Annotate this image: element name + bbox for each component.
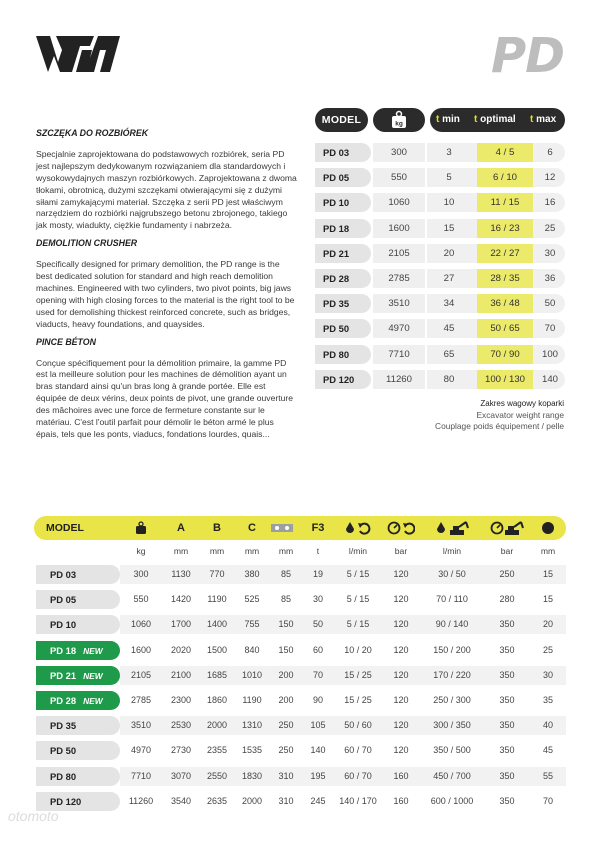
coupling-plate-icon — [270, 521, 294, 535]
spec-cell: 40 — [542, 720, 553, 731]
model-cell — [36, 767, 120, 786]
topt-cell: 4 / 5 — [477, 143, 533, 162]
spec-cell: 150 / 200 — [433, 644, 471, 655]
specifications-table — [34, 516, 566, 814]
dimension-c-header: C — [248, 522, 256, 534]
optimal-header: optimal — [480, 114, 516, 125]
unit-cell: mm — [173, 546, 189, 556]
spec-cell: 15 — [542, 594, 553, 605]
spec-cell: 1010 — [241, 669, 263, 680]
weight-cell: 2785 — [373, 269, 425, 288]
model-cell: PD 120 — [315, 370, 371, 389]
weight-cell: 1600 — [373, 219, 425, 238]
spec-cell: 60 / 70 — [344, 745, 372, 756]
t-label-max: t — [530, 114, 534, 125]
spec-cell: 25 — [542, 644, 553, 655]
table-row — [34, 688, 566, 713]
spec-cell: 85 — [280, 569, 291, 579]
spec-cell: 350 — [499, 745, 515, 756]
model-cell — [36, 641, 120, 660]
weight-icon — [134, 521, 148, 535]
table-row — [34, 764, 566, 789]
model-cell: PD 35 — [315, 294, 371, 313]
table-row — [315, 141, 565, 166]
model-name: PD 35 — [50, 720, 77, 732]
model-cell — [36, 615, 120, 634]
spec-cell: 3510 — [130, 720, 152, 731]
table-row — [34, 713, 566, 738]
spec-cell: 11260 — [128, 795, 154, 806]
spec-cell: 350 — [499, 770, 515, 781]
spec-cell: 350 — [499, 669, 515, 680]
topt-cell: 6 / 10 — [477, 168, 533, 187]
spec-cell: 30 — [542, 669, 553, 680]
spec-cell: 600 / 1000 — [430, 795, 474, 806]
spec-cell: 160 — [393, 770, 409, 781]
spec-cell: 120 — [393, 619, 409, 630]
spec-cell: 200 — [278, 669, 294, 680]
spec-cell: 1060 — [130, 619, 152, 630]
model-cell: PD 10 — [315, 193, 371, 212]
max-header: max — [536, 114, 557, 125]
tmin-cell: 5 — [446, 172, 452, 184]
model-cell: PD 05 — [315, 168, 371, 187]
table-row — [315, 368, 565, 393]
table-row — [34, 587, 566, 612]
spec-cell: 1830 — [241, 770, 263, 781]
spec-cell: 55 — [542, 770, 553, 781]
spec-cell: 200 — [278, 694, 294, 705]
spec-cell: 755 — [244, 619, 260, 630]
spec-cell: 150 — [278, 619, 294, 630]
spec-cell: 2105 — [130, 669, 152, 680]
spec-cell: 120 — [393, 594, 409, 605]
t-label-min: t — [436, 114, 440, 125]
dimension-a-header: A — [177, 522, 185, 534]
spec-cell: 140 / 170 — [339, 795, 377, 806]
spec-cell: 310 — [278, 770, 294, 781]
spec-cell: 195 — [310, 770, 326, 781]
spec-cell: 2000 — [241, 795, 263, 806]
spec-cell: 1400 — [206, 619, 228, 630]
topt-cell: 22 / 27 — [477, 244, 533, 263]
spec-cell: 105 — [310, 720, 326, 731]
spec-cell: 70 / 110 — [436, 594, 468, 605]
note-french: Couplage poids équipement / pelle — [435, 421, 564, 431]
weight-cell: 1060 — [373, 193, 425, 212]
weight-cell: 3510 — [373, 294, 425, 313]
unit-cell: kg — [136, 546, 146, 556]
model-name: PD 120 — [50, 795, 82, 807]
topt-cell: 16 / 23 — [477, 219, 533, 238]
table-row — [34, 638, 566, 663]
spec-cell: 2020 — [170, 644, 192, 655]
spec-cell: 1500 — [206, 644, 228, 655]
spec-cell: 5 / 15 — [346, 594, 370, 605]
series-title: PD — [490, 28, 564, 84]
tmin-cell: 27 — [443, 272, 455, 284]
model-name: PD 28 — [50, 694, 77, 706]
weight-header — [120, 516, 162, 540]
excavator-flow-icon — [435, 520, 469, 536]
spec-cell: 150 — [278, 644, 294, 655]
spec-cell: 19 — [312, 569, 323, 579]
spec-cell: 245 — [310, 795, 326, 806]
specs-header — [34, 516, 566, 540]
model-name: PD 03 — [50, 569, 77, 580]
t-label-opt: t — [474, 114, 478, 125]
model-cell — [36, 666, 120, 685]
table-row — [315, 292, 565, 317]
dimension-b-header: B — [213, 522, 221, 534]
english-heading: DEMOLITION CRUSHER — [36, 238, 138, 249]
spec-cell: 7710 — [130, 770, 152, 781]
model-cell: PD 03 — [315, 143, 371, 162]
spec-cell: 300 — [133, 569, 149, 579]
coupling-header — [270, 516, 294, 540]
unit-cell: bar — [500, 546, 514, 556]
topt-cell: 36 / 48 — [477, 294, 533, 313]
model-cell: PD 80 — [315, 345, 371, 364]
spec-cell: 15 / 25 — [344, 694, 372, 705]
spec-cell: 250 / 300 — [433, 694, 471, 705]
tmin-cell: 34 — [443, 298, 455, 310]
pressure-gauge-icon — [387, 521, 415, 535]
spec-cell: 160 — [393, 795, 409, 806]
pressure-header — [382, 516, 420, 540]
model-name: PD 50 — [50, 745, 77, 757]
unit-cell: t — [316, 546, 320, 556]
spec-cell: 350 — [499, 644, 515, 655]
spec-cell: 2530 — [170, 720, 192, 731]
weight-cell: 2105 — [373, 244, 425, 263]
spec-cell: 90 — [312, 694, 323, 705]
spec-cell: 1600 — [130, 644, 152, 655]
min-header: min — [442, 114, 460, 125]
note-polish: Zakres wagowy koparki — [480, 399, 564, 408]
spec-cell: 120 — [393, 694, 409, 705]
excavator-pressure-icon — [490, 520, 524, 536]
spec-cell: 1535 — [241, 745, 263, 756]
spec-cell: 2000 — [206, 720, 228, 731]
tmax-cell: 12 — [544, 172, 556, 184]
spec-cell: 3070 — [170, 770, 192, 781]
spec-cell: 310 — [278, 795, 294, 806]
tmax-cell: 70 — [544, 323, 556, 335]
spec-cell: 840 — [244, 644, 260, 655]
topt-cell: 28 / 35 — [477, 269, 533, 288]
new-badge: NEW — [83, 645, 103, 656]
spec-cell: 525 — [244, 594, 260, 605]
spec-cell: 250 — [499, 569, 515, 579]
weight-cell: 7710 — [373, 345, 425, 364]
topt-cell: 100 / 130 — [477, 370, 533, 389]
spec-cell: 2300 — [170, 694, 192, 705]
unit-cell: l/min — [348, 546, 368, 556]
spec-cell: 1130 — [171, 569, 191, 579]
spec-cell: 4970 — [130, 745, 152, 756]
tonnage-header — [430, 108, 565, 132]
model-cell — [36, 691, 120, 710]
weight-header — [373, 108, 425, 132]
tmax-cell: 50 — [544, 298, 556, 310]
topt-cell: 11 / 15 — [477, 193, 533, 212]
spec-cell: 70 — [312, 669, 323, 680]
model-cell: PD 18 — [315, 219, 371, 238]
table-row — [315, 317, 565, 342]
spec-cell: 350 — [499, 694, 515, 705]
tmax-cell: 140 — [541, 373, 558, 385]
new-badge: NEW — [83, 695, 103, 706]
spec-cell: 170 / 220 — [433, 669, 471, 680]
tmin-cell: 20 — [443, 247, 455, 259]
spec-cell: 30 / 50 — [438, 569, 466, 579]
model-cell: PD 50 — [315, 319, 371, 338]
weight-icon — [389, 110, 409, 130]
new-badge: NEW — [83, 670, 103, 681]
spec-cell: 2550 — [206, 770, 228, 781]
spec-cell: 380 — [244, 569, 260, 579]
spec-cell: 35 — [542, 694, 553, 705]
tmax-cell: 16 — [544, 197, 556, 209]
spec-cell: 45 — [542, 745, 553, 756]
model-cell: PD 28 — [315, 269, 371, 288]
table-row — [315, 242, 565, 267]
model-cell — [36, 590, 120, 609]
tmin-cell: 15 — [443, 222, 455, 234]
spec-cell: 2100 — [170, 669, 192, 680]
english-text: Specifically designed for primary demolition, the PD range is the best dedicated solution for standard and high reach demolition machines. Engineered with two cylinders, two pivot points, big jaws opening with high closing forces to the material is the right tool to be used for demolishing thickest reinforced concrete, such as bridges, viaducts, heavy foundations, and quaysides. — [36, 259, 295, 329]
vtn-logo — [36, 32, 120, 76]
tmax-cell: 6 — [547, 147, 553, 158]
watermark: otomoto — [8, 808, 59, 824]
spec-cell: 120 — [393, 720, 409, 731]
spec-cell: 85 — [280, 594, 291, 605]
table-row — [34, 789, 566, 814]
weight-cell: 11260 — [373, 370, 425, 389]
spec-cell: 450 / 700 — [433, 770, 471, 781]
spec-cell: 5 / 15 — [346, 619, 370, 630]
table-row — [34, 663, 566, 688]
unit-cell: mm — [209, 546, 225, 556]
top-table-header — [315, 108, 565, 132]
spec-cell: 1190 — [207, 594, 227, 605]
polish-heading: SZCZĘKA DO ROZBIÓREK — [36, 128, 149, 138]
spec-cell: 120 — [393, 669, 409, 680]
model-cell: PD 21 — [315, 244, 371, 263]
spec-cell: 1420 — [170, 594, 192, 605]
oil-flow-header — [334, 516, 382, 540]
model-name: PD 80 — [50, 770, 77, 782]
spec-cell: 1700 — [170, 619, 192, 630]
excavator-pressure-header — [484, 516, 530, 540]
weight-cell: 300 — [373, 143, 425, 162]
model-cell — [36, 716, 120, 735]
spec-cell: 1310 — [241, 720, 263, 731]
excavator-flow-header — [420, 516, 484, 540]
weight-range-notes — [435, 398, 564, 433]
spec-cell: 2730 — [170, 745, 192, 756]
spec-cell: 280 — [499, 594, 515, 605]
spec-cell: 350 / 500 — [433, 745, 471, 756]
force-f3-header: F3 — [311, 522, 325, 534]
oil-flow-icon — [344, 521, 372, 535]
unit-cell: l/min — [442, 546, 462, 556]
spec-cell: 120 — [393, 644, 409, 655]
spec-cell: 50 / 60 — [344, 720, 372, 731]
description-column — [36, 128, 298, 447]
table-row — [34, 612, 566, 637]
spec-cell: 300 / 350 — [433, 720, 471, 731]
unit-cell: mm — [540, 546, 556, 556]
spec-cell: 250 — [278, 720, 294, 731]
spec-cell: 350 — [499, 720, 515, 731]
spec-cell: 770 — [209, 569, 225, 579]
tmin-cell: 10 — [443, 197, 455, 209]
spec-cell: 120 — [393, 569, 409, 579]
top-table-body — [315, 141, 565, 393]
spec-cell: 20 — [542, 619, 553, 630]
pin-diameter-icon — [541, 521, 555, 535]
table-row — [315, 166, 565, 191]
model-name: PD 05 — [50, 594, 77, 606]
tmax-cell: 30 — [544, 247, 556, 259]
model-name: PD 21 — [50, 669, 77, 681]
svg-text:kg: kg — [395, 120, 403, 128]
table-row — [34, 562, 566, 587]
weight-cell: 550 — [373, 168, 425, 187]
french-text: Conçue spécifiquement pour la démolition primaire, la gamme PD est la meilleure solution pour les machines de démolition ayant un bras standard ainsi qu'un bras long à grande portée. Elle est équipée de deux vérins, deux points de pivot, une grande ouverture des mâchoires avec une force de fermeture constante sur le matériau. C'est l'outil parfait pour démolir le béton armé le plus épais, tels que les ponts, viaducs, fondations lourdes, quais... — [36, 357, 294, 439]
spec-cell: 15 — [542, 569, 553, 579]
unit-cell: mm — [244, 546, 260, 556]
table-row — [315, 343, 565, 368]
tmax-cell: 25 — [544, 222, 556, 234]
tmax-cell: 100 — [541, 348, 558, 360]
excavator-weight-table — [315, 108, 565, 393]
weight-cell: 4970 — [373, 319, 425, 338]
table-row — [34, 738, 566, 763]
spec-cell: 90 / 140 — [435, 619, 469, 630]
tmax-cell: 36 — [544, 272, 556, 284]
units-row — [34, 540, 566, 562]
spec-cell: 2785 — [130, 694, 152, 705]
unit-cell: bar — [394, 546, 408, 556]
spec-cell: 50 — [312, 619, 323, 630]
pin-header — [530, 516, 566, 540]
specs-body — [34, 562, 566, 814]
spec-cell: 3540 — [170, 795, 192, 806]
spec-cell: 60 / 70 — [344, 770, 372, 781]
polish-text: Specjalnie zaprojektowana do podstawowych rozbiórek, seria PD jest najlepszym dedykowanym rozwiązaniem dla standardowych i wysokowydajnych maszyn rozbiórkowych. Zaprojektowana z dwoma tłokami, obrotnicą, dużymi szczękami otwierającymi się z dużymi siłami zamykającymi materiał. Szczęka z serii PD jest właściwym narzędziem do rozbiórki najgrubszego betonu zbrojonego, takiego jak mosty, wiadukty, ciężkie fundamenty i nabrzeża. — [36, 148, 297, 231]
note-english: Excavator weight range — [476, 409, 564, 420]
spec-cell: 120 — [393, 745, 409, 756]
spec-cell: 250 — [278, 745, 294, 756]
topt-cell: 70 / 90 — [477, 345, 533, 364]
spec-cell: 10 / 20 — [344, 644, 372, 655]
spec-cell: 2635 — [206, 795, 228, 806]
model-name: PD 18 — [50, 644, 77, 656]
spec-cell: 30 — [312, 594, 323, 605]
model-header: MODEL — [315, 108, 368, 132]
spec-cell: 5 / 15 — [346, 569, 370, 579]
model-cell — [36, 565, 120, 584]
tmin-cell: 3 — [446, 147, 452, 158]
spec-cell: 140 — [310, 745, 326, 756]
model-cell — [36, 741, 120, 760]
tmin-cell: 65 — [443, 348, 455, 360]
spec-cell: 60 — [312, 644, 323, 655]
unit-cell: mm — [278, 546, 294, 556]
spec-cell: 15 / 25 — [344, 669, 372, 680]
spec-cell: 350 — [499, 619, 515, 630]
tmin-cell: 80 — [443, 373, 455, 385]
topt-cell: 50 / 65 — [477, 319, 533, 338]
spec-cell: 70 — [542, 795, 553, 806]
spec-cell: 1860 — [206, 694, 228, 705]
spec-cell: 2355 — [206, 745, 228, 756]
tmin-cell: 45 — [443, 323, 455, 335]
table-row — [315, 217, 565, 242]
model-header: MODEL — [46, 522, 84, 534]
table-row — [315, 191, 565, 216]
spec-cell: 350 — [499, 795, 515, 806]
table-row — [315, 267, 565, 292]
spec-cell: 1190 — [242, 694, 262, 705]
spec-cell: 1685 — [206, 669, 228, 680]
model-name: PD 10 — [50, 619, 77, 631]
spec-cell: 550 — [133, 594, 149, 605]
french-heading: PINCE BÉTON — [36, 336, 96, 347]
